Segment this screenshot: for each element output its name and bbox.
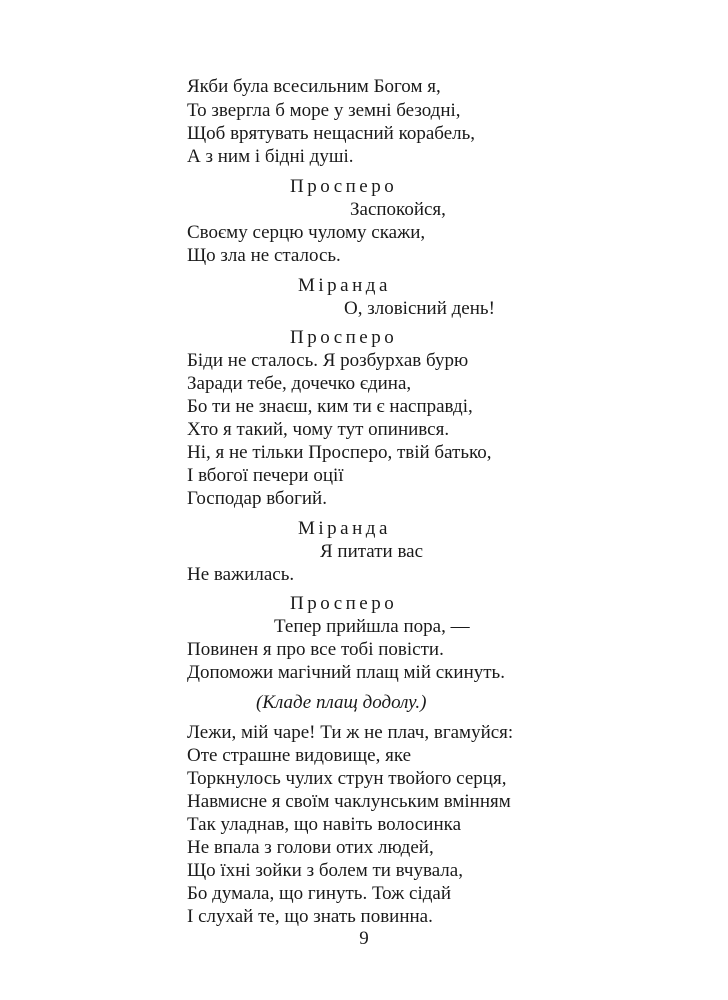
page-number: 9 xyxy=(359,928,369,949)
verse-line: Що зла не сталось. xyxy=(187,245,341,266)
speaker-name: Просперо xyxy=(290,593,398,614)
stage-direction: (Кладе плащ додолу.) xyxy=(256,692,427,713)
speaker-name: Просперо xyxy=(290,327,398,348)
verse-line: Якби була всесильним Богом я, xyxy=(187,76,441,97)
verse-line-indented: Тепер прийшла пора, — xyxy=(274,616,470,637)
verse-line: Торкнулось чулих струн твойого серця, xyxy=(187,768,507,789)
verse-line: То звергла б море у земні безодні, xyxy=(187,100,461,121)
verse-line: Оте страшне видовище, яке xyxy=(187,745,412,766)
verse-line: Не важилась. xyxy=(187,564,295,585)
verse-line-indented: О, зловісний день! xyxy=(344,298,495,319)
verse-line: Що їхні зойки з болем ти вчувала, xyxy=(187,860,463,881)
speaker-name: Міранда xyxy=(298,275,391,296)
verse-line: Хто я такий, чому тут опинився. xyxy=(187,419,450,440)
verse-line: І слухай те, що знать повинна. xyxy=(187,906,433,927)
verse-line: Лежи, мій чаре! Ти ж не плач, вгамуйся: xyxy=(187,722,514,743)
verse-line: Ні, я не тільки Просперо, твій батько, xyxy=(187,442,492,463)
verse-line: Біди не сталось. Я розбурхав бурю xyxy=(187,350,469,371)
speaker-name: Просперо xyxy=(290,176,398,197)
verse-line: Своєму серцю чулому скажи, xyxy=(187,222,426,243)
verse-line: Щоб врятувать нещасний корабель, xyxy=(187,123,476,144)
verse-line: Заради тебе, дочечко єдина, xyxy=(187,373,412,394)
verse-line: Бо думала, що гинуть. Тож сідай xyxy=(187,883,452,904)
verse-line-indented: Я питати вас xyxy=(320,541,424,562)
verse-line: І вбогої печери оції xyxy=(187,465,344,486)
verse-line: Не впала з голови отих людей, xyxy=(187,837,434,858)
verse-line: Навмисне я своїм чаклунським вмінням xyxy=(187,791,511,812)
verse-line: Так уладнав, що навіть волосинка xyxy=(187,814,462,835)
verse-line: А з ним і бідні душі. xyxy=(187,146,354,167)
verse-line: Бо ти не знаєш, ким ти є насправді, xyxy=(187,396,473,417)
verse-line: Повинен я про все тобі повісти. xyxy=(187,639,444,660)
verse-line: Господар вбогий. xyxy=(187,488,327,509)
speaker-name: Міранда xyxy=(298,518,391,539)
verse-line-indented: Заспокойся, xyxy=(350,199,446,220)
verse-line: Допоможи магічний плащ мій скинуть. xyxy=(187,662,505,683)
